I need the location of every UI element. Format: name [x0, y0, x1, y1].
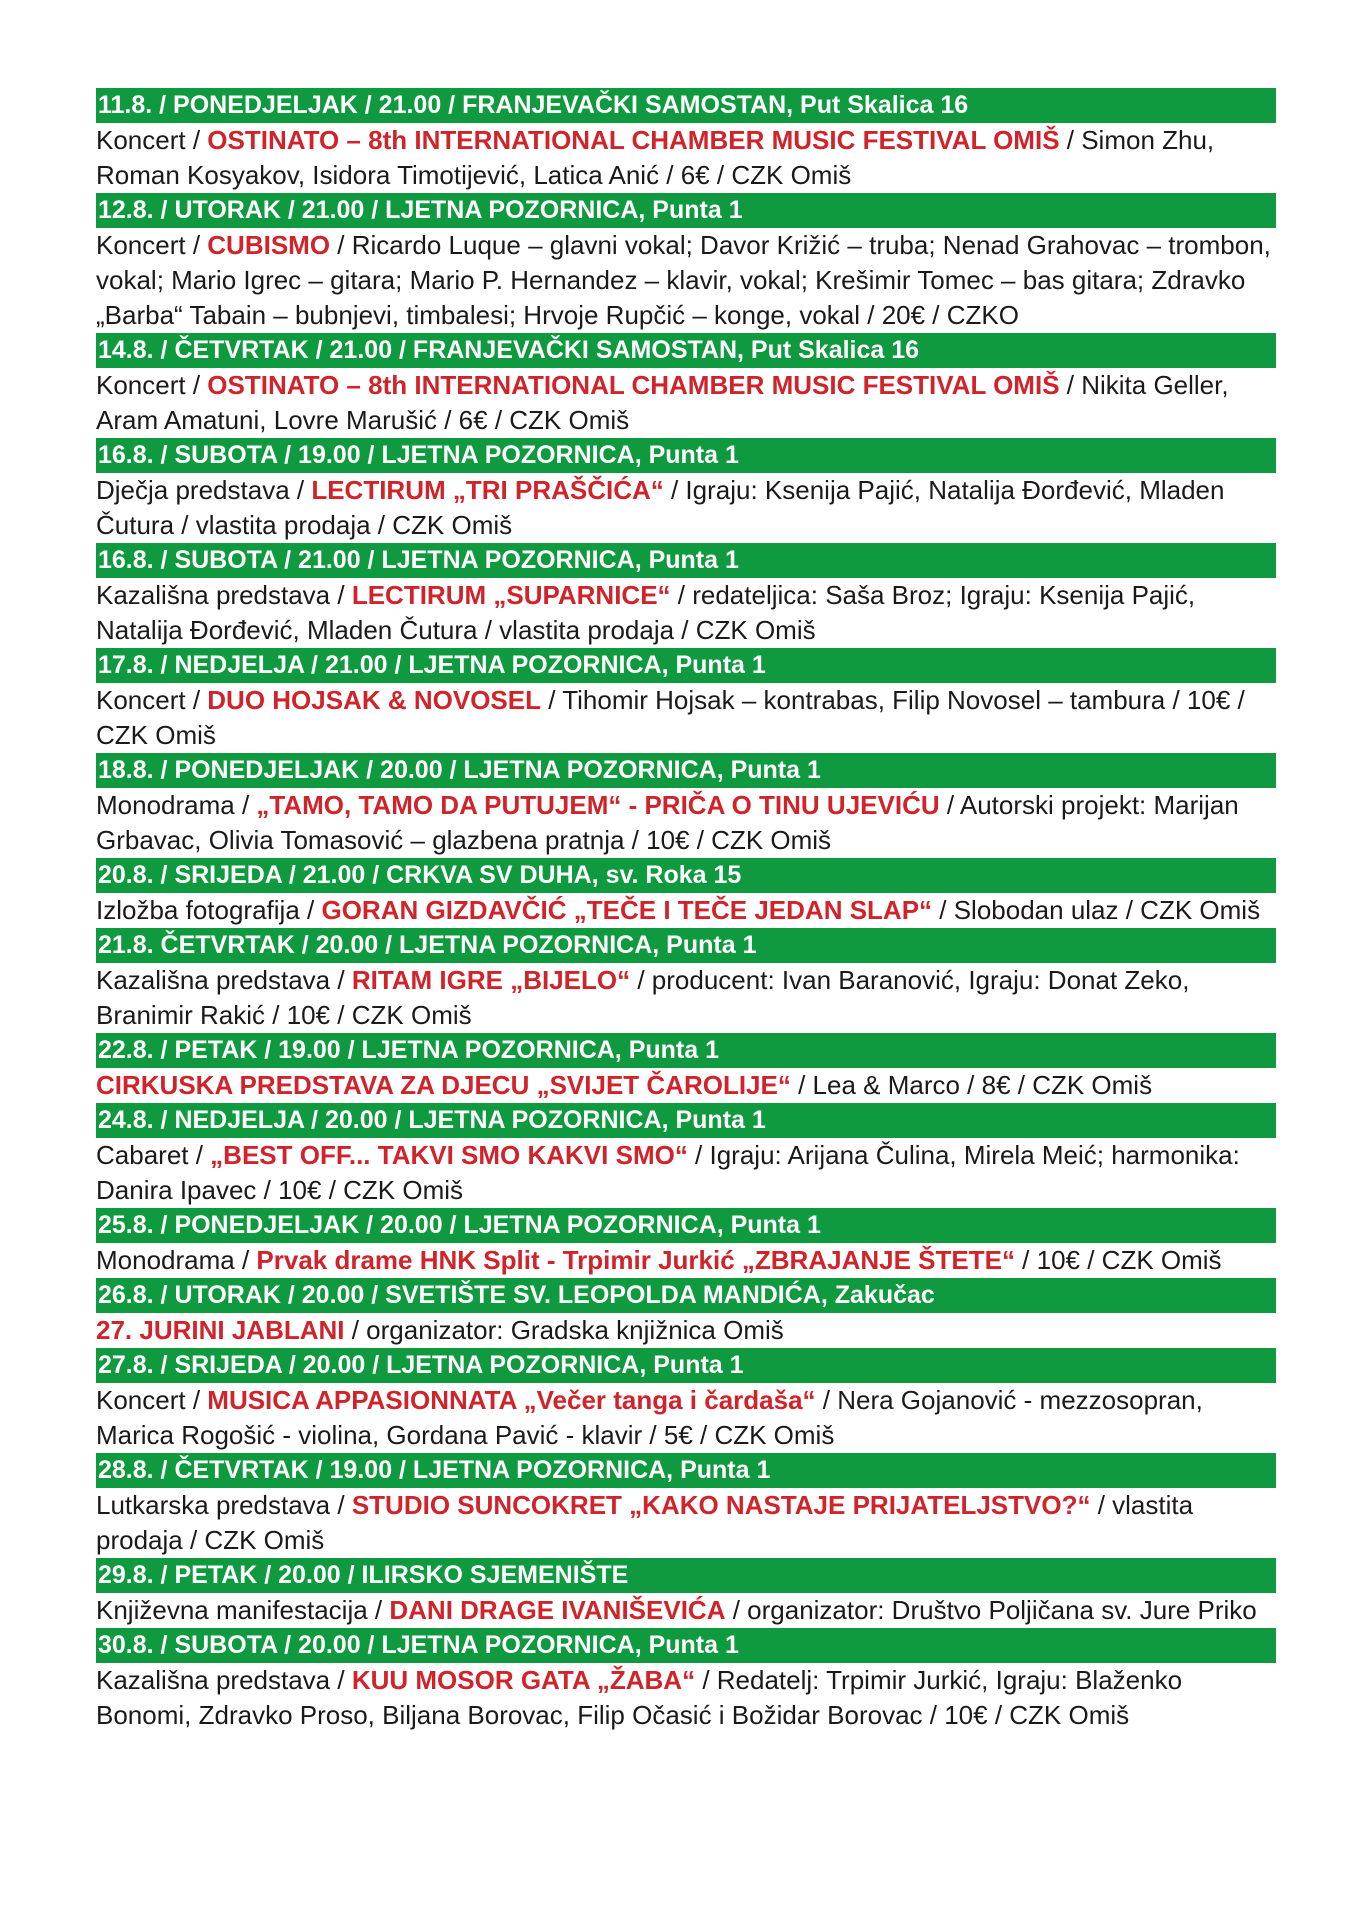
- event-title: GORAN GIZDAVČIĆ „TEČE I TEČE JEDAN SLAP“: [321, 895, 933, 925]
- event-header: 14.8. / ČETVRTAK / 21.00 / FRANJEVAČKI SAMOSTAN, Put Skalica 16: [96, 333, 1276, 368]
- event-title: DANI DRAGE IVANIŠEVIĆA: [389, 1595, 726, 1625]
- event-item: [96, 193, 1276, 333]
- event-header: 12.8. / UTORAK / 21.00 / LJETNA POZORNICA, Punta 1: [96, 193, 1276, 228]
- event-item: [96, 648, 1276, 753]
- event-list: [96, 88, 1276, 1733]
- event-details: / Ricardo Luque – glavni vokal; Davor Križić – truba; Nenad Grahovac – trombon, vokal; Mario Igrec – gitara; Mario P. Hernandez – klavir, vokal; Krešimir Tomec – bas gitara; Zdravko „Barba“ Tabain – bubnjevi, timbalesi; Hrvoje Rupčić – konge, vokal / 20€ / CZKO: [96, 230, 1271, 330]
- event-item: [96, 1278, 1276, 1348]
- event-title: Prvak drame HNK Split - Trpimir Jurkić „ZBRAJANJE ŠTETE“: [256, 1245, 1015, 1275]
- event-item: [96, 1453, 1276, 1558]
- event-title: CUBISMO: [207, 230, 331, 260]
- event-header: 22.8. / PETAK / 19.00 / LJETNA POZORNICA, Punta 1: [96, 1033, 1276, 1068]
- event-details: Književna manifestacija /: [96, 1595, 390, 1625]
- event-title: KUU MOSOR GATA „ŽABA“: [351, 1665, 696, 1695]
- event-details: Lutkarska predstava /: [96, 1490, 352, 1520]
- event-header: 26.8. / UTORAK / 20.00 / SVETIŠTE SV. LEOPOLDA MANDIĆA, Zakučac: [96, 1278, 1276, 1313]
- event-title: CIRKUSKA PREDSTAVA ZA DJECU „SVIJET ČAROLIJE“: [96, 1070, 791, 1100]
- event-header: 24.8. / NEDJELJA / 20.00 / LJETNA POZORNICA, Punta 1: [96, 1103, 1276, 1138]
- event-item: [96, 1103, 1276, 1208]
- event-title: OSTINATO – 8th INTERNATIONAL CHAMBER MUSIC FESTIVAL OMIŠ: [207, 370, 1060, 400]
- event-description: [96, 1663, 1276, 1733]
- event-title: „BEST OFF... TAKVI SMO KAKVI SMO“: [210, 1140, 688, 1170]
- event-header: 20.8. / SRIJEDA / 21.00 / CRKVA SV DUHA, sv. Roka 15: [96, 858, 1276, 893]
- event-details: Monodrama /: [96, 790, 257, 820]
- event-details: Cabaret /: [96, 1140, 211, 1170]
- event-title: RITAM IGRE „BIJELO“: [351, 965, 631, 995]
- event-item: [96, 543, 1276, 648]
- event-item: [96, 1348, 1276, 1453]
- event-details: Koncert /: [96, 230, 208, 260]
- event-title: STUDIO SUNCOKRET „KAKO NASTAJE PRIJATELJSTVO?“: [351, 1490, 1091, 1520]
- event-details: / Igraju: Ksenija Pajić, Natalija Đorđević, Mladen Čutura / vlastita prodaja / CZK Omiš: [96, 475, 1225, 540]
- event-header: 27.8. / SRIJEDA / 20.00 / LJETNA POZORNICA, Punta 1: [96, 1348, 1276, 1383]
- event-title: LECTIRUM „TRI PRAŠČIĆA“: [311, 475, 664, 505]
- event-description: [96, 963, 1276, 1033]
- event-item: [96, 333, 1276, 438]
- event-item: [96, 1033, 1276, 1103]
- event-header: 25.8. / PONEDJELJAK / 20.00 / LJETNA POZORNICA, Punta 1: [96, 1208, 1276, 1243]
- event-header: 21.8. ČETVRTAK / 20.00 / LJETNA POZORNICA, Punta 1: [96, 928, 1276, 963]
- event-header: 11.8. / PONEDJELJAK / 21.00 / FRANJEVAČKI SAMOSTAN, Put Skalica 16: [96, 88, 1276, 123]
- event-details: / Nikita Geller, Aram Amatuni, Lovre Marušić / 6€ / CZK Omiš: [96, 370, 1229, 435]
- event-details: / Igraju: Arijana Čulina, Mirela Meić; harmonika: Danira Ipavec / 10€ / CZK Omiš: [96, 1140, 1240, 1205]
- event-details: / Nera Gojanović - mezzosopran, Marica Rogošić - violina, Gordana Pavić - klavir / 5€ / CZK Omiš: [96, 1385, 1203, 1450]
- event-description: [96, 368, 1276, 438]
- event-details: / organizator: Društvo Poljičana sv. Jure Priko: [725, 1595, 1257, 1625]
- event-title: LECTIRUM „SUPARNICE“: [351, 580, 671, 610]
- event-title: 27. JURINI JABLANI: [96, 1315, 345, 1345]
- event-description: [96, 1488, 1276, 1558]
- event-description: [96, 123, 1276, 193]
- event-item: [96, 928, 1276, 1033]
- event-details: / 10€ / CZK Omiš: [1014, 1245, 1222, 1275]
- event-details: Kazališna predstava /: [96, 580, 352, 610]
- event-details: Koncert /: [96, 685, 208, 715]
- event-title: OSTINATO – 8th INTERNATIONAL CHAMBER MUSIC FESTIVAL OMIŠ: [207, 125, 1060, 155]
- event-item: [96, 438, 1276, 543]
- event-title: DUO HOJSAK & NOVOSEL: [207, 685, 541, 715]
- event-description: [96, 228, 1276, 333]
- event-details: Koncert /: [96, 370, 208, 400]
- event-title: „TAMO, TAMO DA PUTUJEM“ - PRIČA O TINU UJEVIĆU: [256, 790, 940, 820]
- event-details: Monodrama /: [96, 1245, 257, 1275]
- event-description: [96, 1068, 1276, 1103]
- event-details: / Tihomir Hojsak – kontrabas, Filip Novosel – tambura / 10€ / CZK Omiš: [96, 685, 1245, 750]
- event-details: Koncert /: [96, 1385, 208, 1415]
- event-description: [96, 1593, 1276, 1628]
- event-description: [96, 578, 1276, 648]
- event-item: [96, 753, 1276, 858]
- event-details: Izložba fotografija /: [96, 895, 322, 925]
- event-details: Kazališna predstava /: [96, 965, 352, 995]
- event-description: [96, 1138, 1276, 1208]
- event-description: [96, 1383, 1276, 1453]
- event-details: / Lea & Marco / 8€ / CZK Omiš: [790, 1070, 1153, 1100]
- event-details: Koncert /: [96, 125, 208, 155]
- event-title: MUSICA APPASIONNATA „Večer tanga i čardaša“: [207, 1385, 816, 1415]
- event-item: [96, 1208, 1276, 1278]
- event-item: [96, 88, 1276, 193]
- event-details: / producent: Ivan Baranović, Igraju: Donat Zeko, Branimir Rakić / 10€ / CZK Omiš: [96, 965, 1190, 1030]
- event-item: [96, 1558, 1276, 1628]
- event-details: Dječja predstava /: [96, 475, 312, 505]
- event-header: 28.8. / ČETVRTAK / 19.00 / LJETNA POZORNICA, Punta 1: [96, 1453, 1276, 1488]
- event-description: [96, 683, 1276, 753]
- event-header: 16.8. / SUBOTA / 19.00 / LJETNA POZORNICA, Punta 1: [96, 438, 1276, 473]
- event-description: [96, 893, 1276, 928]
- event-details: Kazališna predstava /: [96, 1665, 352, 1695]
- event-description: [96, 1313, 1276, 1348]
- event-header: 18.8. / PONEDJELJAK / 20.00 / LJETNA POZORNICA, Punta 1: [96, 753, 1276, 788]
- event-header: 30.8. / SUBOTA / 20.00 / LJETNA POZORNICA, Punta 1: [96, 1628, 1276, 1663]
- event-header: 29.8. / PETAK / 20.00 / ILIRSKO SJEMENIŠTE: [96, 1558, 1276, 1593]
- event-description: [96, 788, 1276, 858]
- event-header: 16.8. / SUBOTA / 21.00 / LJETNA POZORNICA, Punta 1: [96, 543, 1276, 578]
- event-header: 17.8. / NEDJELJA / 21.00 / LJETNA POZORNICA, Punta 1: [96, 648, 1276, 683]
- event-description: [96, 473, 1276, 543]
- event-description: [96, 1243, 1276, 1278]
- event-item: [96, 858, 1276, 928]
- event-details: / Redatelj: Trpimir Jurkić, Igraju: Blaženko Bonomi, Zdravko Proso, Biljana Borovac, Filip Očasić i Božidar Borovac / 10€ / CZK Omiš: [96, 1665, 1183, 1730]
- event-details: / Simon Zhu, Roman Kosyakov, Isidora Timotijević, Latica Anić / 6€ / CZK Omiš: [96, 125, 1215, 190]
- event-details: / Autorski projekt: Marijan Grbavac, Olivia Tomasović – glazbena pratnja / 10€ / CZK Omiš: [96, 790, 1239, 855]
- event-details: / vlastita prodaja / CZK Omiš: [96, 1490, 1194, 1555]
- event-details: / organizator: Gradska knjižnica Omiš: [344, 1315, 784, 1345]
- event-details: / redateljica: Saša Broz; Igraju: Ksenija Pajić, Natalija Đorđević, Mladen Čutura / vlastita prodaja / CZK Omiš: [96, 580, 1196, 645]
- event-item: [96, 1628, 1276, 1733]
- event-details: / Slobodan ulaz / CZK Omiš: [932, 895, 1261, 925]
